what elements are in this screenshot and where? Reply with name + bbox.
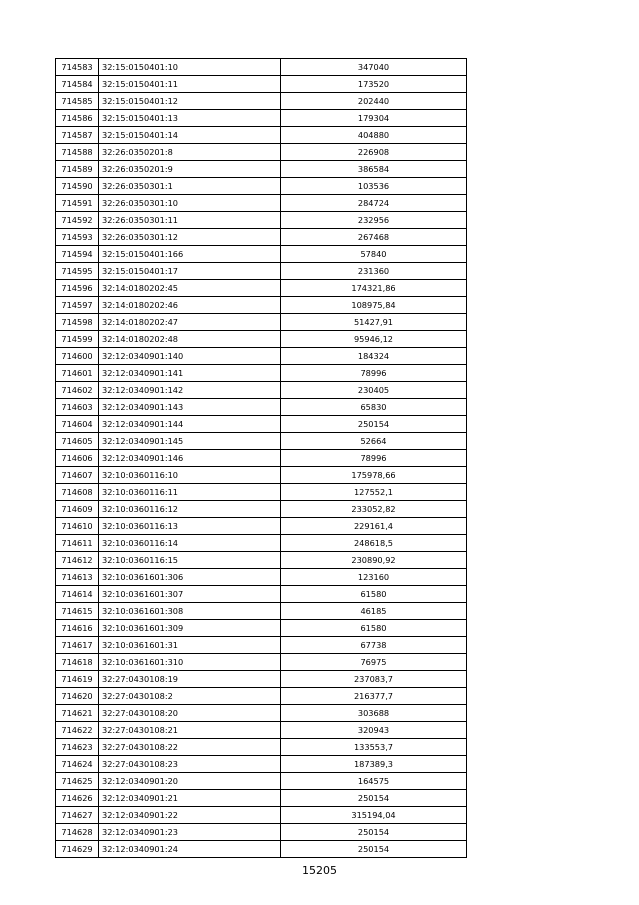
- table-row: [56, 841, 467, 858]
- cadastral-number-cell: 32:12:0340901:141: [99, 365, 281, 382]
- value-cell: 232956: [281, 212, 467, 229]
- cadastral-number-cell: 32:15:0150401:11: [99, 76, 281, 93]
- cadastral-number-cell: 32:14:0180202:45: [99, 280, 281, 297]
- row-id-cell: 714592: [56, 212, 99, 229]
- table-row: [56, 739, 467, 756]
- table-row: [56, 348, 467, 365]
- table-row: [56, 654, 467, 671]
- value-cell: 52664: [281, 433, 467, 450]
- value-cell: 61580: [281, 586, 467, 603]
- value-cell: 320943: [281, 722, 467, 739]
- table-row: [56, 535, 467, 552]
- cadastral-number-cell: 32:12:0340901:21: [99, 790, 281, 807]
- table-row: [56, 484, 467, 501]
- cadastral-number-cell: 32:12:0340901:22: [99, 807, 281, 824]
- value-cell: 184324: [281, 348, 467, 365]
- cadastral-number-cell: 32:12:0340901:24: [99, 841, 281, 858]
- row-id-cell: 714597: [56, 297, 99, 314]
- row-id-cell: 714591: [56, 195, 99, 212]
- row-id-cell: 714618: [56, 654, 99, 671]
- table-row: [56, 93, 467, 110]
- table-row: [56, 314, 467, 331]
- table-row: [56, 178, 467, 195]
- row-id-cell: 714589: [56, 161, 99, 178]
- value-cell: 250154: [281, 841, 467, 858]
- table-row: [56, 807, 467, 824]
- value-cell: 315194,04: [281, 807, 467, 824]
- table-row: [56, 365, 467, 382]
- cadastral-number-cell: 32:10:0361601:306: [99, 569, 281, 586]
- table-row: [56, 467, 467, 484]
- row-id-cell: 714620: [56, 688, 99, 705]
- row-id-cell: 714610: [56, 518, 99, 535]
- value-cell: 108975,84: [281, 297, 467, 314]
- row-id-cell: 714614: [56, 586, 99, 603]
- row-id-cell: 714593: [56, 229, 99, 246]
- value-cell: 250154: [281, 790, 467, 807]
- row-id-cell: 714599: [56, 331, 99, 348]
- value-cell: 173520: [281, 76, 467, 93]
- row-id-cell: 714627: [56, 807, 99, 824]
- value-cell: 404880: [281, 127, 467, 144]
- table-row: [56, 790, 467, 807]
- cadastral-number-cell: 32:10:0361601:310: [99, 654, 281, 671]
- row-id-cell: 714594: [56, 246, 99, 263]
- row-id-cell: 714616: [56, 620, 99, 637]
- table-body: [56, 59, 467, 858]
- value-cell: 67738: [281, 637, 467, 654]
- table-row: [56, 195, 467, 212]
- row-id-cell: 714590: [56, 178, 99, 195]
- cadastral-number-cell: 32:12:0340901:20: [99, 773, 281, 790]
- cadastral-number-cell: 32:27:0430108:20: [99, 705, 281, 722]
- row-id-cell: 714611: [56, 535, 99, 552]
- cadastral-number-cell: 32:26:0350301:10: [99, 195, 281, 212]
- table-row: [56, 773, 467, 790]
- cadastral-number-cell: 32:10:0361601:307: [99, 586, 281, 603]
- value-cell: 174321,86: [281, 280, 467, 297]
- table-row: [56, 620, 467, 637]
- cadastral-number-cell: 32:12:0340901:146: [99, 450, 281, 467]
- value-cell: 284724: [281, 195, 467, 212]
- value-cell: 76975: [281, 654, 467, 671]
- value-cell: 95946,12: [281, 331, 467, 348]
- cadastral-number-cell: 32:14:0180202:46: [99, 297, 281, 314]
- value-cell: 65830: [281, 399, 467, 416]
- value-cell: 347040: [281, 59, 467, 76]
- cadastral-number-cell: 32:10:0360116:10: [99, 467, 281, 484]
- row-id-cell: 714624: [56, 756, 99, 773]
- table-row: [56, 603, 467, 620]
- cadastral-number-cell: 32:10:0360116:14: [99, 535, 281, 552]
- value-cell: 78996: [281, 365, 467, 382]
- row-id-cell: 714600: [56, 348, 99, 365]
- row-id-cell: 714596: [56, 280, 99, 297]
- cadastral-value-table: [55, 58, 467, 858]
- value-cell: 127552,1: [281, 484, 467, 501]
- row-id-cell: 714587: [56, 127, 99, 144]
- cadastral-number-cell: 32:27:0430108:2: [99, 688, 281, 705]
- cadastral-number-cell: 32:15:0150401:17: [99, 263, 281, 280]
- table-row: [56, 229, 467, 246]
- row-id-cell: 714628: [56, 824, 99, 841]
- row-id-cell: 714606: [56, 450, 99, 467]
- table-row: [56, 552, 467, 569]
- cadastral-number-cell: 32:14:0180202:48: [99, 331, 281, 348]
- cadastral-number-cell: 32:10:0361601:309: [99, 620, 281, 637]
- table-row: [56, 331, 467, 348]
- cadastral-number-cell: 32:27:0430108:23: [99, 756, 281, 773]
- value-cell: 216377,7: [281, 688, 467, 705]
- table-row: [56, 399, 467, 416]
- cadastral-number-cell: 32:10:0360116:15: [99, 552, 281, 569]
- cadastral-number-cell: 32:26:0350201:9: [99, 161, 281, 178]
- cadastral-number-cell: 32:12:0340901:144: [99, 416, 281, 433]
- row-id-cell: 714612: [56, 552, 99, 569]
- cadastral-number-cell: 32:10:0360116:12: [99, 501, 281, 518]
- value-cell: 57840: [281, 246, 467, 263]
- cadastral-number-cell: 32:10:0360116:13: [99, 518, 281, 535]
- cadastral-number-cell: 32:26:0350301:1: [99, 178, 281, 195]
- cadastral-number-cell: 32:10:0361601:308: [99, 603, 281, 620]
- table-row: [56, 161, 467, 178]
- value-cell: 179304: [281, 110, 467, 127]
- table-row: [56, 671, 467, 688]
- cadastral-number-cell: 32:15:0150401:166: [99, 246, 281, 263]
- row-id-cell: 714626: [56, 790, 99, 807]
- row-id-cell: 714615: [56, 603, 99, 620]
- cadastral-number-cell: 32:26:0350301:11: [99, 212, 281, 229]
- row-id-cell: 714621: [56, 705, 99, 722]
- cadastral-number-cell: 32:26:0350201:8: [99, 144, 281, 161]
- value-cell: 250154: [281, 416, 467, 433]
- row-id-cell: 714601: [56, 365, 99, 382]
- table-row: [56, 705, 467, 722]
- table-row: [56, 586, 467, 603]
- row-id-cell: 714619: [56, 671, 99, 688]
- table-row: [56, 450, 467, 467]
- value-cell: 386584: [281, 161, 467, 178]
- row-id-cell: 714609: [56, 501, 99, 518]
- table-row: [56, 501, 467, 518]
- table-row: [56, 212, 467, 229]
- table-row: [56, 297, 467, 314]
- row-id-cell: 714622: [56, 722, 99, 739]
- table-row: [56, 518, 467, 535]
- value-cell: 61580: [281, 620, 467, 637]
- cadastral-number-cell: 32:27:0430108:19: [99, 671, 281, 688]
- value-cell: 51427,91: [281, 314, 467, 331]
- table-row: [56, 280, 467, 297]
- table-row: [56, 59, 467, 76]
- row-id-cell: 714603: [56, 399, 99, 416]
- row-id-cell: 714583: [56, 59, 99, 76]
- value-cell: 202440: [281, 93, 467, 110]
- row-id-cell: 714604: [56, 416, 99, 433]
- cadastral-number-cell: 32:26:0350301:12: [99, 229, 281, 246]
- value-cell: 233052,82: [281, 501, 467, 518]
- cadastral-number-cell: 32:12:0340901:23: [99, 824, 281, 841]
- row-id-cell: 714602: [56, 382, 99, 399]
- row-id-cell: 714617: [56, 637, 99, 654]
- row-id-cell: 714598: [56, 314, 99, 331]
- table-row: [56, 144, 467, 161]
- row-id-cell: 714625: [56, 773, 99, 790]
- value-cell: 248618,5: [281, 535, 467, 552]
- cadastral-number-cell: 32:10:0360116:11: [99, 484, 281, 501]
- cadastral-number-cell: 32:12:0340901:143: [99, 399, 281, 416]
- value-cell: 231360: [281, 263, 467, 280]
- cadastral-number-cell: 32:10:0361601:31: [99, 637, 281, 654]
- value-cell: 187389,3: [281, 756, 467, 773]
- cadastral-number-cell: 32:12:0340901:140: [99, 348, 281, 365]
- row-id-cell: 714605: [56, 433, 99, 450]
- cadastral-number-cell: 32:12:0340901:142: [99, 382, 281, 399]
- value-cell: 250154: [281, 824, 467, 841]
- cadastral-number-cell: 32:14:0180202:47: [99, 314, 281, 331]
- value-cell: 175978,66: [281, 467, 467, 484]
- row-id-cell: 714584: [56, 76, 99, 93]
- row-id-cell: 714613: [56, 569, 99, 586]
- table-row: [56, 382, 467, 399]
- value-cell: 123160: [281, 569, 467, 586]
- value-cell: 237083,7: [281, 671, 467, 688]
- table-row: [56, 127, 467, 144]
- value-cell: 46185: [281, 603, 467, 620]
- table-row: [56, 824, 467, 841]
- row-id-cell: 714623: [56, 739, 99, 756]
- table-row: [56, 722, 467, 739]
- cadastral-number-cell: 32:27:0430108:22: [99, 739, 281, 756]
- value-cell: 267468: [281, 229, 467, 246]
- cadastral-number-cell: 32:12:0340901:145: [99, 433, 281, 450]
- row-id-cell: 714608: [56, 484, 99, 501]
- value-cell: 230405: [281, 382, 467, 399]
- cadastral-number-cell: 32:15:0150401:14: [99, 127, 281, 144]
- row-id-cell: 714607: [56, 467, 99, 484]
- row-id-cell: 714595: [56, 263, 99, 280]
- table-row: [56, 569, 467, 586]
- value-cell: 164575: [281, 773, 467, 790]
- page-number: 15205: [302, 864, 337, 877]
- cadastral-number-cell: 32:15:0150401:13: [99, 110, 281, 127]
- row-id-cell: 714588: [56, 144, 99, 161]
- row-id-cell: 714585: [56, 93, 99, 110]
- table-row: [56, 433, 467, 450]
- cadastral-number-cell: 32:15:0150401:12: [99, 93, 281, 110]
- cadastral-number-cell: 32:15:0150401:10: [99, 59, 281, 76]
- table-row: [56, 688, 467, 705]
- table-row: [56, 76, 467, 93]
- table-row: [56, 756, 467, 773]
- row-id-cell: 714586: [56, 110, 99, 127]
- cadastral-number-cell: 32:27:0430108:21: [99, 722, 281, 739]
- value-cell: 78996: [281, 450, 467, 467]
- value-cell: 103536: [281, 178, 467, 195]
- table-row: [56, 263, 467, 280]
- value-cell: 230890,92: [281, 552, 467, 569]
- table-row: [56, 110, 467, 127]
- value-cell: 133553,7: [281, 739, 467, 756]
- value-cell: 229161,4: [281, 518, 467, 535]
- table-row: [56, 637, 467, 654]
- table-row: [56, 416, 467, 433]
- value-cell: 226908: [281, 144, 467, 161]
- table-row: [56, 246, 467, 263]
- row-id-cell: 714629: [56, 841, 99, 858]
- value-cell: 303688: [281, 705, 467, 722]
